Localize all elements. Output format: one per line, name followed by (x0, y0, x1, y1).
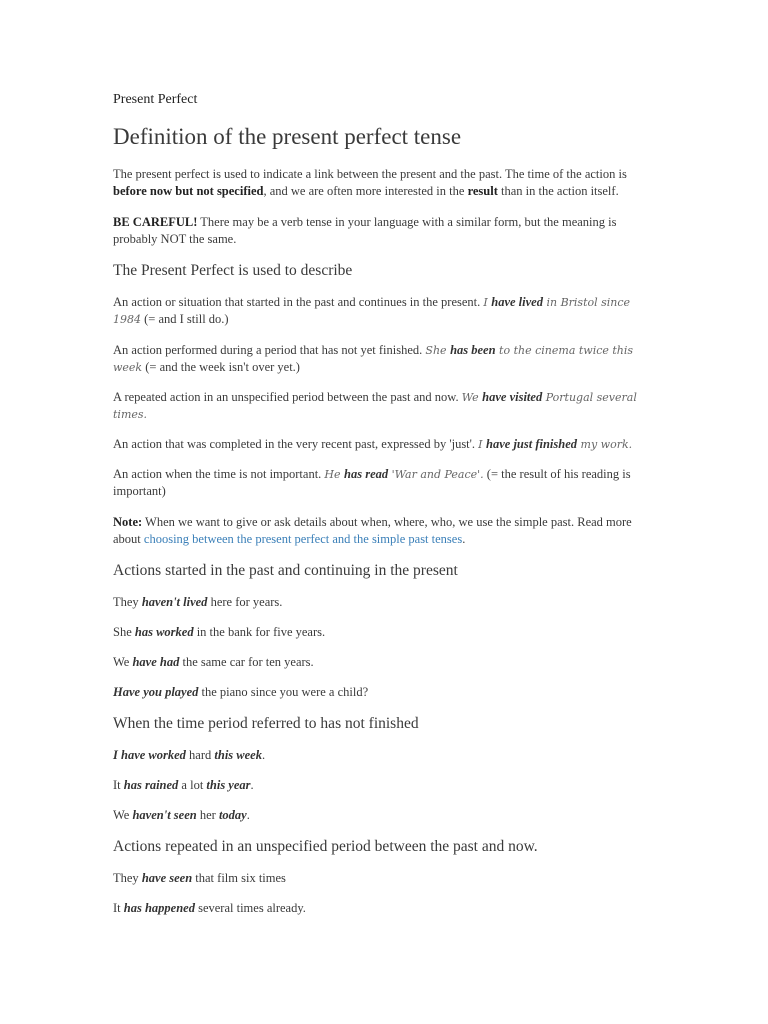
use-text: An action when the time is not important. (113, 467, 325, 481)
use-verb: have lived (491, 295, 543, 309)
use-note: (= and I still do.) (141, 312, 229, 326)
use-item (113, 294, 658, 328)
example-verb: haven't seen (132, 808, 197, 822)
intro-paragraph (113, 166, 658, 200)
intro-text-2: , and we are often more interested in the (263, 184, 468, 198)
example-text: hard (185, 748, 215, 762)
example-verb: have had (132, 655, 180, 669)
example-text: her (196, 808, 219, 822)
example-text: several times already. (194, 901, 306, 915)
use-example: I (478, 438, 487, 451)
example-text: It (113, 778, 124, 792)
note-end: . (462, 532, 466, 546)
use-example: in Bristol since 1984 (113, 296, 631, 326)
use-text: An action that was completed in the very recent past, expressed by 'just'. (113, 437, 479, 451)
use-example: He (324, 468, 345, 481)
use-example: my work. (577, 438, 633, 451)
use-item (113, 436, 658, 453)
use-example: Portugal several times. (113, 391, 637, 421)
intro-text-3: than in the action itself. (497, 184, 619, 198)
use-text: An action performed during a period that has not yet finished. (113, 343, 426, 357)
use-verb: has been (450, 343, 496, 357)
example-time: today (218, 808, 247, 822)
example-verb: Have you played (113, 685, 199, 699)
example-verb: have seen (141, 871, 193, 885)
section-heading-repeated: Actions repeated in an unspecified period between the past and now. (113, 838, 538, 855)
note-bold: Note: (113, 515, 143, 529)
careful-bold: BE CAREFUL! (113, 215, 198, 229)
section-heading-continuing: Actions started in the past and continuing in the present (113, 562, 458, 579)
note-text: When we want to give or ask details about when, where, who, we use the simple past. Read more about (113, 515, 632, 546)
example-text: We (113, 808, 133, 822)
example-text: They (113, 595, 142, 609)
use-note: (= the result of his reading is important) (113, 467, 631, 498)
intro-text-1: The present perfect is used to indicate a link between the present and the past. The time of the action is (113, 167, 627, 181)
careful-paragraph (113, 214, 658, 248)
careful-text: There may be a verb tense in your language with a similar form, but the meaning is probably NOT the same. (113, 215, 617, 246)
intro-bold-1: before now but not specified (113, 184, 264, 198)
simple-past-link[interactable]: choosing between the present perfect and the simple past tenses (143, 532, 463, 546)
use-example: She (425, 344, 451, 357)
use-item (113, 342, 658, 376)
example-text: the piano since you were a child? (198, 685, 369, 699)
use-example: 'War and Peace'. (388, 468, 484, 481)
example-text: It (113, 901, 124, 915)
example-text: . (261, 748, 266, 762)
section-heading-unfinished: When the time period referred to has not finished (113, 715, 419, 732)
intro-bold-2: result (467, 184, 498, 198)
example-text: They (113, 871, 142, 885)
use-example: I (483, 296, 492, 309)
use-example: We (461, 391, 483, 404)
page-title: Definition of the present perfect tense (113, 124, 462, 149)
example-sentence (113, 777, 658, 794)
example-verb: has happened (123, 901, 195, 915)
example-verb: has worked (134, 625, 194, 639)
describe-heading: The Present Perfect is used to describe (113, 262, 353, 279)
example-text: We (113, 655, 133, 669)
use-item (113, 389, 658, 423)
use-note: (= and the week isn't over yet.) (142, 360, 300, 374)
use-text: An action or situation that started in the past and continues in the present. (113, 295, 484, 309)
example-sentence (113, 747, 658, 764)
example-text: She (113, 625, 135, 639)
example-sentence (113, 654, 658, 671)
example-sentence (113, 900, 658, 917)
example-sentence (113, 807, 658, 824)
use-item (113, 466, 658, 500)
doc-label: Present Perfect (113, 92, 198, 107)
use-verb: have visited (482, 390, 543, 404)
use-example: to the cinema twice this week (113, 344, 634, 374)
use-text: A repeated action in an unspecified period between the past and now. (113, 390, 462, 404)
example-time: this year (206, 778, 251, 792)
example-text: the same car for ten years. (179, 655, 314, 669)
example-sentence (113, 594, 658, 611)
example-sentence (113, 624, 658, 641)
use-verb: have just finished (486, 437, 578, 451)
example-text: that film six times (192, 871, 286, 885)
example-text: in the bank for five years. (193, 625, 326, 639)
example-text: here for years. (207, 595, 283, 609)
note-paragraph (113, 514, 658, 548)
example-verb: I have worked (113, 748, 186, 762)
example-verb: haven't lived (141, 595, 208, 609)
example-text: . (246, 808, 250, 822)
example-sentence (113, 870, 658, 887)
use-verb: has read (344, 467, 389, 481)
example-text: a lot (178, 778, 207, 792)
example-text: . (250, 778, 254, 792)
example-sentence (113, 684, 658, 701)
example-verb: has rained (123, 778, 179, 792)
example-time: this week (214, 748, 262, 762)
